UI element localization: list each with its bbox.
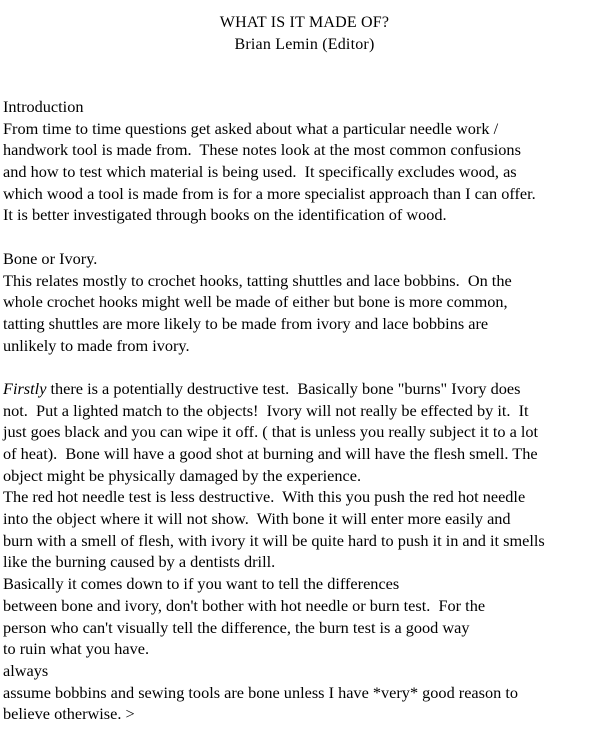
paragraph-line: This relates mostly to crochet hooks, tatting shuttles and lace bobbins. On the bbox=[3, 270, 512, 290]
paragraph-line: believe otherwise. > bbox=[3, 704, 135, 724]
paragraph-line: Basically it comes down to if you want to tell the differences bbox=[3, 574, 400, 594]
paragraph-line: into the object where it will not show. With bone it will enter more easily and bbox=[3, 509, 511, 529]
paragraph-line-firstly bbox=[3, 378, 609, 400]
paragraph-line: person who can't visually tell the difference, the burn test is a good way bbox=[3, 617, 470, 637]
firstly-emphasis: Firstly bbox=[3, 378, 47, 398]
paragraph-line: like the burning caused by a dentists drill. bbox=[3, 552, 276, 572]
section-heading-bone-ivory: Bone or Ivory. bbox=[3, 248, 98, 268]
document-title: WHAT IS IT MADE OF? bbox=[219, 14, 390, 31]
paragraph-line: of heat). Bone will have a good shot at burning and will have the flesh smell. The bbox=[3, 444, 538, 463]
paragraph-line: From time to time questions get asked about what a particular needle work / bbox=[3, 118, 499, 138]
paragraph-line: assume bobbins and sewing tools are bone unless I have *very* good reason to bbox=[3, 682, 519, 702]
paragraph-line: object might be physically damaged by the experience. bbox=[3, 465, 362, 485]
paragraph-line: between bone and ivory, don't bother with hot needle or burn test. For the bbox=[3, 595, 486, 615]
section-heading-introduction: Introduction bbox=[3, 97, 84, 116]
paragraph-spacer bbox=[3, 356, 609, 378]
paragraph-line: handwork tool is made from. These notes look at the most common confusions bbox=[3, 140, 521, 160]
paragraph-line: burn with a smell of flesh, with ivory it will be quite hard to push it in and it smells bbox=[3, 530, 545, 550]
paragraph-spacer bbox=[3, 226, 609, 248]
paragraph-line: whole crochet hooks might well be made of either but bone is more common, bbox=[3, 292, 508, 312]
paragraph-line: always bbox=[3, 660, 49, 680]
document-body bbox=[3, 96, 609, 725]
document-header bbox=[0, 12, 609, 56]
paragraph-line: tatting shuttles are more likely to be made from ivory and lace bobbins are bbox=[3, 313, 489, 333]
paragraph-line: It is better investigated through books on the identification of wood. bbox=[3, 205, 447, 225]
paragraph-line: just goes black and you can wipe it off. ( that is unless you really subject it to a lot bbox=[3, 422, 539, 442]
paragraph-line: to ruin what you have. bbox=[3, 639, 150, 659]
paragraph-line: The red hot needle test is less destructive. With this you push the red hot needle bbox=[3, 487, 526, 507]
document-editor: Brian Lemin (Editor) bbox=[234, 36, 375, 53]
firstly-rest: there is a potentially destructive test. Basically bone "burns" Ivory does bbox=[46, 378, 521, 398]
paragraph-line: and how to test which material is being used. It specifically excludes wood, as bbox=[3, 162, 517, 182]
paragraph-line: not. Put a lighted match to the objects! Ivory will not really be effected by it. It bbox=[3, 400, 529, 420]
paragraph-line: unlikely to made from ivory. bbox=[3, 335, 190, 355]
paragraph-line: which wood a tool is made from is for a more specialist approach than I can offer. bbox=[3, 183, 536, 203]
